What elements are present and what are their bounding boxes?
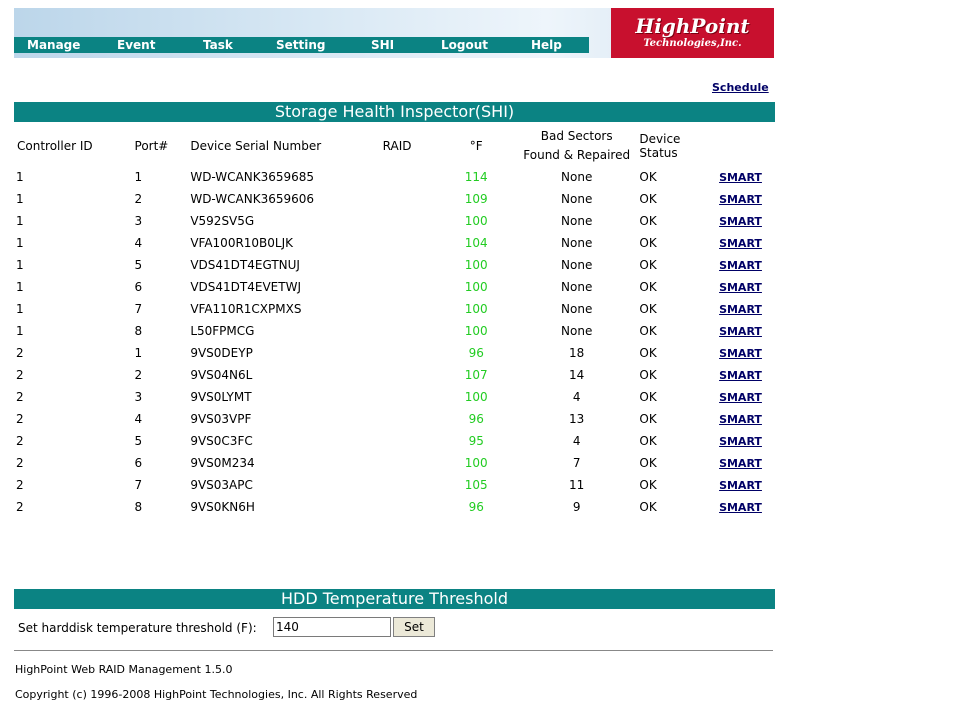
cell-smart — [719, 276, 775, 298]
col-bad-sectors-line2: Found & Repaired — [523, 148, 631, 162]
cell-controller-id: 1 — [16, 258, 24, 272]
cell-bad-sectors: None — [561, 236, 593, 250]
cell-raid — [383, 386, 439, 408]
table-row — [14, 232, 775, 254]
cell-device-status: OK — [639, 214, 657, 228]
table-row — [14, 430, 775, 452]
col-controller-id: Controller ID — [17, 139, 93, 153]
cell-device-status: OK — [639, 302, 657, 316]
table-row — [14, 408, 775, 430]
cell-controller-id: 2 — [16, 346, 24, 360]
cell-device-status: OK — [639, 500, 657, 514]
cell-temperature: 107 — [464, 368, 488, 382]
cell-device-status: OK — [639, 478, 657, 492]
shi-table-body — [14, 166, 775, 518]
nav-task[interactable]: Task — [203, 38, 233, 52]
cell-smart — [719, 408, 775, 430]
cell-temperature: 96 — [468, 412, 484, 426]
smart-link[interactable]: SMART — [719, 479, 762, 492]
highpoint-logo — [611, 8, 774, 58]
cell-serial: 9VS0LYMT — [190, 390, 252, 404]
cell-controller-id: 1 — [16, 192, 24, 206]
cell-bad-sectors: 9 — [572, 500, 581, 514]
cell-device-status: OK — [639, 236, 657, 250]
col-smart — [719, 126, 775, 166]
cell-temperature: 100 — [464, 302, 488, 316]
cell-device-status: OK — [639, 412, 657, 426]
cell-serial: VFA110R1CXPMXS — [190, 302, 302, 316]
cell-raid — [383, 276, 439, 298]
cell-raid — [383, 188, 439, 210]
cell-raid — [383, 474, 439, 496]
cell-port: 1 — [134, 346, 143, 360]
cell-temperature: 96 — [468, 346, 484, 360]
page-header — [14, 8, 774, 58]
col-device-status: Device Status — [639, 132, 681, 160]
cell-raid — [383, 430, 439, 452]
cell-serial: 9VS0M234 — [190, 456, 255, 470]
cell-serial: 9VS04N6L — [190, 368, 253, 382]
cell-temperature: 96 — [468, 500, 484, 514]
cell-smart — [719, 474, 775, 496]
cell-port: 1 — [134, 170, 143, 184]
table-row — [14, 320, 775, 342]
cell-serial: 9VS03VPF — [190, 412, 252, 426]
smart-link[interactable]: SMART — [719, 215, 762, 228]
col-port: Port# — [134, 139, 169, 153]
nav-bar — [14, 37, 589, 53]
cell-port: 6 — [134, 456, 143, 470]
cell-raid — [383, 298, 439, 320]
cell-smart — [719, 188, 775, 210]
cell-raid — [383, 408, 439, 430]
smart-link[interactable]: SMART — [719, 369, 762, 382]
cell-serial: 9VS0KN6H — [190, 500, 255, 514]
cell-temperature: 114 — [464, 170, 488, 184]
col-temperature: °F — [469, 139, 483, 153]
cell-raid — [383, 254, 439, 276]
cell-bad-sectors: None — [561, 258, 593, 272]
cell-controller-id: 1 — [16, 324, 24, 338]
cell-serial: 9VS0C3FC — [190, 434, 253, 448]
cell-bad-sectors: 14 — [569, 368, 585, 382]
cell-smart — [719, 496, 775, 518]
table-header-row — [14, 126, 775, 166]
cell-raid — [383, 452, 439, 474]
footer-divider — [14, 650, 773, 651]
cell-smart — [719, 386, 775, 408]
cell-port: 4 — [134, 412, 143, 426]
table-row — [14, 342, 775, 364]
table-row — [14, 452, 775, 474]
cell-serial: L50FPMCG — [190, 324, 255, 338]
cell-bad-sectors: 7 — [572, 456, 581, 470]
nav-event[interactable]: Event — [117, 38, 156, 52]
cell-device-status: OK — [639, 192, 657, 206]
smart-link[interactable]: SMART — [719, 237, 762, 250]
logo-main-text: HighPoint — [635, 14, 750, 38]
cell-controller-id: 2 — [16, 478, 24, 492]
set-button[interactable]: Set — [393, 617, 435, 637]
smart-link[interactable]: SMART — [719, 457, 762, 470]
col-raid: RAID — [382, 139, 412, 153]
cell-smart — [719, 254, 775, 276]
table-row — [14, 254, 775, 276]
table-row — [14, 496, 775, 518]
cell-serial: VDS41DT4EGTNUJ — [190, 258, 300, 272]
cell-serial: VDS41DT4EVETWJ — [190, 280, 301, 294]
cell-controller-id: 1 — [16, 236, 24, 250]
table-row — [14, 386, 775, 408]
smart-link[interactable]: SMART — [719, 281, 762, 294]
table-row — [14, 276, 775, 298]
table-row — [14, 298, 775, 320]
col-bad-sectors-line1: Bad Sectors — [540, 129, 613, 143]
cell-serial: WD-WCANK3659606 — [190, 192, 315, 206]
cell-serial: 9VS0DEYP — [190, 346, 253, 360]
smart-link[interactable]: SMART — [719, 391, 762, 404]
footer-copyright: Copyright (c) 1996-2008 HighPoint Technologies, Inc. All Rights Reserved — [15, 688, 418, 701]
cell-temperature: 105 — [464, 478, 488, 492]
cell-bad-sectors: 18 — [569, 346, 585, 360]
table-row — [14, 474, 775, 496]
cell-port: 2 — [134, 192, 143, 206]
schedule-link[interactable]: Schedule — [712, 81, 769, 94]
cell-controller-id: 2 — [16, 390, 24, 404]
cell-raid — [383, 210, 439, 232]
cell-device-status: OK — [639, 170, 657, 184]
cell-controller-id: 1 — [16, 280, 24, 294]
cell-controller-id: 2 — [16, 368, 24, 382]
threshold-label: Set harddisk temperature threshold (F): — [18, 621, 257, 635]
cell-port: 2 — [134, 368, 143, 382]
cell-bad-sectors: None — [561, 324, 593, 338]
smart-link[interactable]: SMART — [719, 413, 762, 426]
table-row — [14, 166, 775, 188]
shi-table — [14, 126, 775, 518]
cell-bad-sectors: 13 — [569, 412, 585, 426]
cell-device-status: OK — [639, 280, 657, 294]
cell-temperature: 109 — [464, 192, 488, 206]
cell-smart — [719, 364, 775, 386]
cell-device-status: OK — [639, 390, 657, 404]
cell-serial: WD-WCANK3659685 — [190, 170, 315, 184]
cell-port: 5 — [134, 434, 143, 448]
col-serial: Device Serial Number — [190, 139, 322, 153]
cell-raid — [383, 496, 439, 518]
table-row — [14, 188, 775, 210]
footer-version: HighPoint Web RAID Management 1.5.0 — [15, 663, 233, 676]
cell-temperature: 95 — [468, 434, 484, 448]
smart-link[interactable]: SMART — [719, 303, 762, 316]
cell-controller-id: 1 — [16, 214, 24, 228]
cell-bad-sectors: None — [561, 302, 593, 316]
cell-port: 7 — [134, 478, 143, 492]
cell-raid — [383, 166, 439, 188]
cell-smart — [719, 298, 775, 320]
cell-controller-id: 2 — [16, 456, 24, 470]
cell-smart — [719, 166, 775, 188]
cell-bad-sectors: None — [561, 170, 593, 184]
smart-link[interactable]: SMART — [719, 325, 762, 338]
cell-temperature: 100 — [464, 390, 488, 404]
col-bad-sectors — [514, 126, 639, 166]
smart-link[interactable]: SMART — [719, 193, 762, 206]
cell-device-status: OK — [639, 456, 657, 470]
cell-bad-sectors: None — [561, 214, 593, 228]
cell-temperature: 100 — [464, 324, 488, 338]
cell-controller-id: 2 — [16, 412, 24, 426]
cell-port: 6 — [134, 280, 143, 294]
nav-setting[interactable]: Setting — [276, 38, 326, 52]
cell-device-status: OK — [639, 368, 657, 382]
cell-smart — [719, 210, 775, 232]
cell-bad-sectors: None — [561, 280, 593, 294]
cell-temperature: 100 — [464, 456, 488, 470]
cell-bad-sectors: 4 — [572, 434, 581, 448]
cell-controller-id: 1 — [16, 170, 24, 184]
cell-bad-sectors: 11 — [569, 478, 585, 492]
cell-device-status: OK — [639, 434, 657, 448]
cell-port: 8 — [134, 324, 143, 338]
smart-link[interactable]: SMART — [719, 171, 762, 184]
cell-temperature: 104 — [464, 236, 488, 250]
cell-raid — [383, 320, 439, 342]
nav-shi[interactable]: SHI — [371, 38, 395, 52]
cell-temperature: 100 — [464, 280, 488, 294]
cell-port: 8 — [134, 500, 143, 514]
cell-port: 4 — [134, 236, 143, 250]
cell-bad-sectors: 4 — [572, 390, 581, 404]
smart-link[interactable]: SMART — [719, 259, 762, 272]
shi-section-title: Storage Health Inspector(SHI) — [14, 102, 775, 122]
cell-controller-id: 2 — [16, 434, 24, 448]
cell-controller-id: 1 — [16, 302, 24, 316]
nav-logout[interactable]: Logout — [441, 38, 489, 52]
cell-serial: VFA100R10B0LJK — [190, 236, 294, 250]
cell-device-status: OK — [639, 258, 657, 272]
cell-bad-sectors: None — [561, 192, 593, 206]
cell-port: 3 — [134, 214, 143, 228]
nav-help[interactable]: Help — [531, 38, 562, 52]
cell-smart — [719, 342, 775, 364]
cell-serial: 9VS03APC — [190, 478, 253, 492]
cell-raid — [383, 232, 439, 254]
cell-raid — [383, 342, 439, 364]
smart-link[interactable]: SMART — [719, 435, 762, 448]
cell-smart — [719, 232, 775, 254]
cell-device-status: OK — [639, 346, 657, 360]
table-row — [14, 210, 775, 232]
cell-smart — [719, 452, 775, 474]
cell-port: 7 — [134, 302, 143, 316]
cell-port: 3 — [134, 390, 143, 404]
cell-smart — [719, 430, 775, 452]
logo-sub-text: Technologies,Inc. — [643, 38, 742, 49]
cell-smart — [719, 320, 775, 342]
cell-raid — [383, 364, 439, 386]
smart-link[interactable]: SMART — [719, 347, 762, 360]
nav-manage[interactable]: Manage — [27, 38, 81, 52]
cell-temperature: 100 — [464, 258, 488, 272]
cell-serial: V592SV5G — [190, 214, 255, 228]
cell-controller-id: 2 — [16, 500, 24, 514]
threshold-section-title: HDD Temperature Threshold — [14, 589, 775, 609]
smart-link[interactable]: SMART — [719, 501, 762, 514]
table-row — [14, 364, 775, 386]
threshold-input[interactable] — [273, 617, 391, 637]
cell-temperature: 100 — [464, 214, 488, 228]
cell-port: 5 — [134, 258, 143, 272]
cell-device-status: OK — [639, 324, 657, 338]
